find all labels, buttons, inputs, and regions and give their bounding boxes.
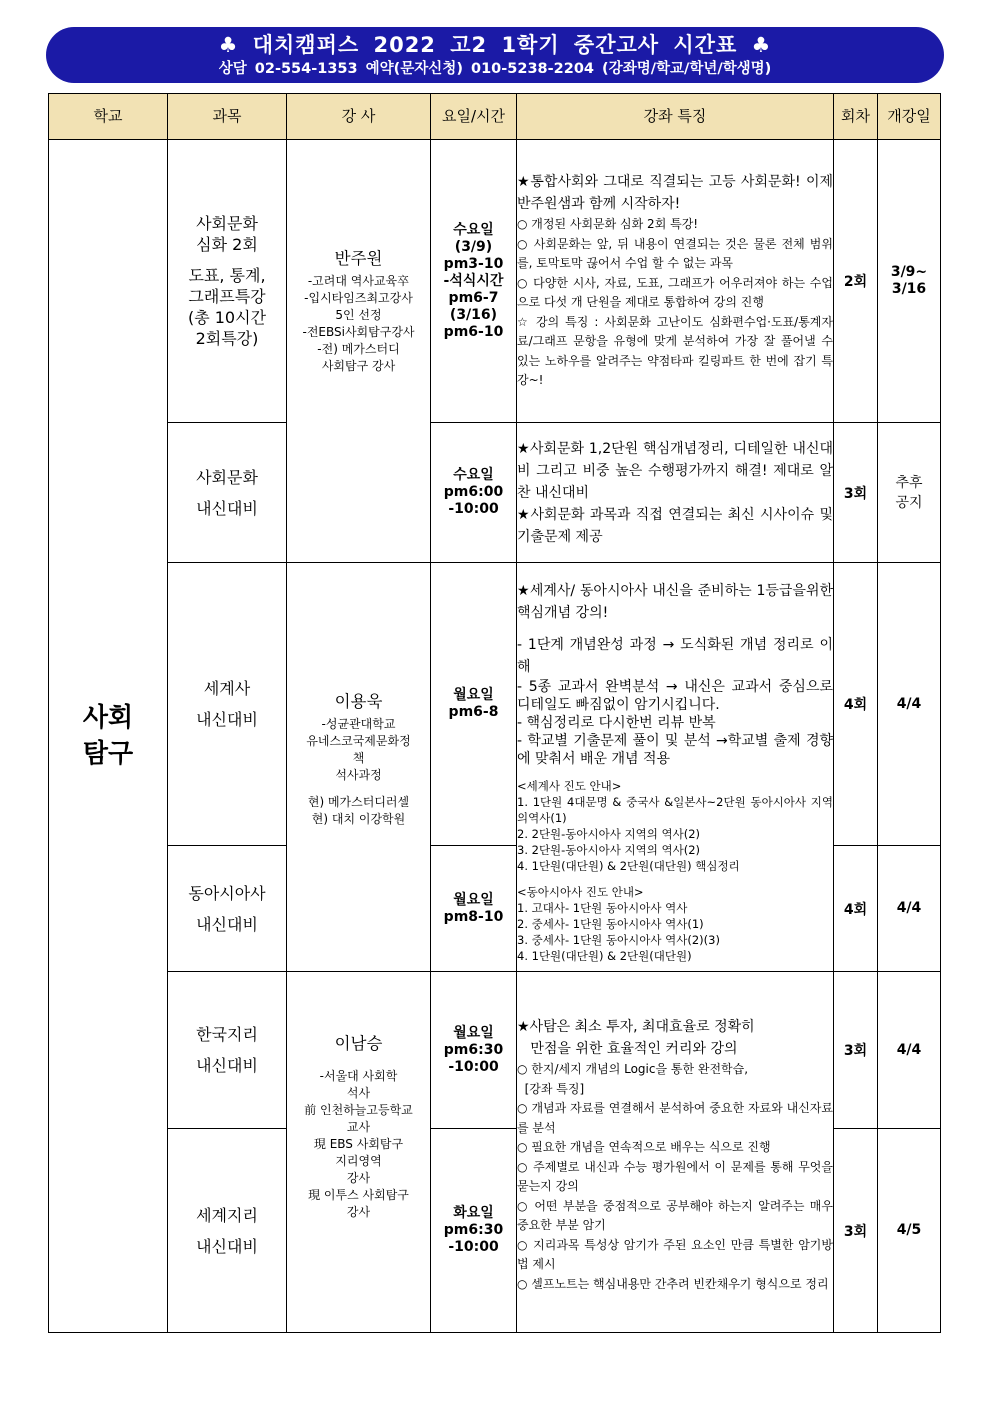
column-header: 강좌 특징 [517,94,834,140]
subject-cell: 세계사 내신대비 [168,563,287,846]
sessions-cell: 3회 [834,972,878,1129]
time-cell: 월요일 pm6-8 [431,563,517,846]
teacher-cell: 이용욱 -성균관대학교 유네스코국제문화정 책 석사과정 현) 메가스터디러셀 현) 대치 이강학원 [287,563,431,972]
schedule-table [48,93,941,1333]
feature-cell: ★통합사회와 그대로 직결되는 고등 사회문화! 이제 반주원샘과 함께 시작하자! ○ 개정된 사회문화 심화 2회 특강! ○ 사회문화는 앞, 뒤 내용이 연결되는 것은 물론 전체 범위를, 토막토막 끊어서 수업 할 수 없는 과목 ○ 다양한 시사, 자료, 도표, 그래프가 어우러져야 하는 수업으로 다섯 개 단원을 제대로 통합하여 강의 진행 ☆ 강의 특징 : 사회문화 고난이도 심화편수업·도표/통계자료/그래프 문항을 유형에 맞게 분석하여 가장 잘 풀어낼 수 있는 노하우를 알려주는 약점타파 킬링파트 한 번에 잡기 특강~! [517,140,834,423]
start-cell: 추후 공지 [878,423,941,563]
subject-cell: 사회문화 내신대비 [168,423,287,563]
time-cell: 수요일 (3/9) pm3-10 -석식시간 pm6-7 (3/16) pm6-10 [431,140,517,423]
subject-cell: 세계지리 내신대비 [168,1129,287,1333]
column-header: 요일/시간 [431,94,517,140]
column-header: 학교 [49,94,168,140]
start-cell: 4/4 [878,563,941,846]
school-cell: 사회 탐구 [49,140,168,1333]
teacher-cell: 이남승 -서울대 사회학 석사 前 인천하늘고등학교 교사 現 EBS 사회탐구 지리영역 강사 現 이투스 사회탐구 강사 [287,972,431,1333]
feature-cell: ★사탐은 최소 투자, 최대효율로 정확히 만점을 위한 효율적인 커리와 강의 ○ 한지/세지 개념의 Logic을 통한 완전학습, [강좌 특징] ○ 개념과 자료를 연결해서 분석하여 중요한 자료와 내신자료를 분석 ○ 필요한 개념을 연속적으로 배우는 식으로 진행 ○ 주제별로 내신과 수능 평가원에서 이 문제를 통해 무엇을 묻는지 강의 ○ 어떤 부분을 중점적으로 공부해야 하는지 알려주는 매우 중요한 부분 암기 ○ 지리과목 특성상 암기가 주된 요소인 만큼 특별한 암기방법 제시 ○ 셀프노트는 핵심내용만 간추려 빈칸채우기 형식으로 정리 [517,972,834,1333]
start-cell: 4/4 [878,846,941,972]
title-banner [46,27,944,83]
subject-cell: 한국지리 내신대비 [168,972,287,1129]
time-cell: 월요일 pm8-10 [431,846,517,972]
table-header-row [49,94,941,140]
column-header: 강 사 [287,94,431,140]
column-header: 과목 [168,94,287,140]
teacher-name: 이용욱 [334,692,383,711]
start-cell: 4/4 [878,972,941,1129]
column-header: 회차 [834,94,878,140]
teacher-name: 반주원 [334,249,383,268]
teacher-cell: 반주원 -고려대 역사교육卒 -입시타임즈최고강사 5인 선정 -전EBSi사회탐구강사 -전) 메가스터디 사회탐구 강사 [287,140,431,563]
start-cell: 3/9~ 3/16 [878,140,941,423]
table-row [49,972,941,1129]
table-row [49,423,941,563]
column-header: 개강일 [878,94,941,140]
subject-cell: 사회문화 심화 2회 도표, 통계, 그래프특강 (총 10시간 2회특강) [168,140,287,423]
time-cell: 화요일 pm6:30 -10:00 [431,1129,517,1333]
table-row [49,140,941,423]
page-title: ♣ 대치캠퍼스 2022 고2 1학기 중간고사 시간표 ♣ [218,33,772,57]
feature-cell: ★사회문화 1,2단원 핵심개념정리, 디테일한 내신대비 그리고 비중 높은 수행평가까지 해결! 제대로 알찬 내신대비 ★사회문화 과목과 직접 연결되는 최신 시사이슈 및 기출문제 제공 [517,423,834,563]
sessions-cell: 3회 [834,423,878,563]
table-row [49,563,941,846]
sessions-cell: 4회 [834,563,878,846]
teacher-name: 이남승 [334,1034,383,1053]
feature-cell: ★세계사/ 동아시아사 내신을 준비하는 1등급을위한 핵심개념 강의! - 1단계 개념완성 과정 → 도식화된 개념 정리로 이해 - 5종 교과서 완벽분석 → 내신은 교과서 중심으로 디테일도 빠짐없이 암기시킵니다. - 핵심정리로 다시한번 리뷰 반복 - 학교별 기출문제 풀이 및 분석 →학교별 출제 경향에 맞춰서 배운 개념 적용 <세계사 진도 안내> 1. 1단원 4대문명 & 중국사 &일본사~2단원 동아시아사 지역의역사(1) 2. 2단원-동아시아사 지역의 역사(2) 3. 2단원-동아시아사 지역의 역사(2) 4. 1단원(대단원) & 2단원(대단원) 핵심정리 <동아시아사 진도 안내> 1. 고대사- 1단원 동아시아사 역사 2. 중세사- 1단원 동아시아사 역사(1) 3. 중세사- 1단원 동아시아사 역사(2)(3) 4. 1단원(대단원) & 2단원(대단원) [517,563,834,972]
start-cell: 4/5 [878,1129,941,1333]
sessions-cell: 4회 [834,846,878,972]
time-cell: 월요일 pm6:30 -10:00 [431,972,517,1129]
contact-info: 상담 02-554-1353 예약(문자신청) 010-5238-2204 (강좌명/학교/학년/학생명) [218,61,772,77]
subject-cell: 동아시아사 내신대비 [168,846,287,972]
time-cell: 수요일 pm6:00 -10:00 [431,423,517,563]
sessions-cell: 2회 [834,140,878,423]
sessions-cell: 3회 [834,1129,878,1333]
